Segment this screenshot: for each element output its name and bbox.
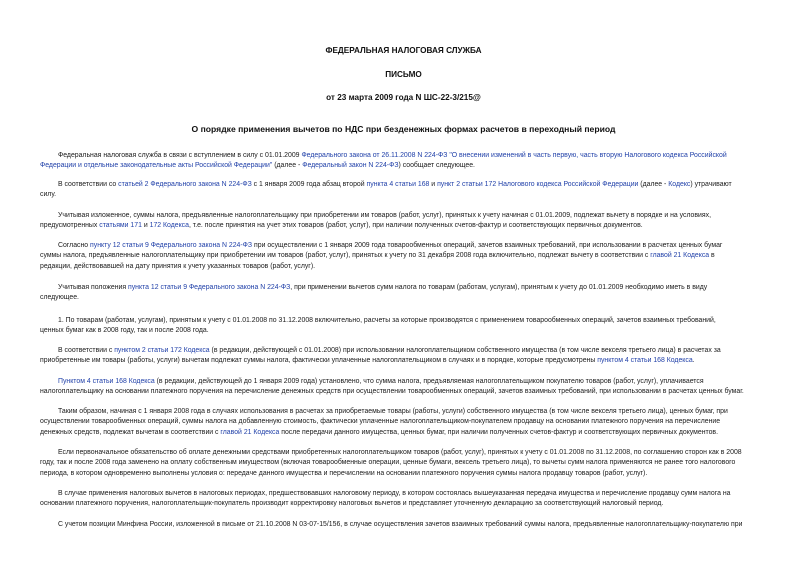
paragraph-text: налогоплательщику на основании платежного поручения на перечисление денежных средств при осуществлении товарообменных операций, зачетов взаимных требований, при использовании в расчетах ценных бумаг. [40,388,744,396]
paragraph-line [40,448,766,458]
paragraph-line [40,326,766,336]
paragraph-text: с 1 января 2009 года абзац второй [251,181,367,188]
paragraph-line [40,520,766,530]
paragraph-11 [40,489,766,510]
paragraph-line [40,377,766,387]
paragraph-line [40,251,766,261]
legal-reference-link[interactable]: статьями 171 [99,222,142,230]
legal-reference-link[interactable]: Федерации и отдельные законодательные акты Российской Федерации" [40,162,273,170]
paragraph-text: Учитывая положения [58,284,128,291]
legal-reference-link[interactable]: пункту 12 статьи 9 Федерального закона N 224-ФЗ [90,242,253,249]
paragraph-text: (далее - [272,162,303,170]
legal-reference-link[interactable]: пункта 12 статьи 9 Федерального закона N 224-ФЗ [128,284,291,291]
legal-reference-link[interactable]: статьей 2 Федерального закона N 224-ФЗ [118,181,252,188]
paragraph-line [40,458,766,468]
paragraph-text: (далее - [638,181,669,188]
paragraph-line [40,190,766,200]
paragraph-line [40,262,766,272]
paragraph-line [40,489,766,499]
paragraph-text: и [141,222,150,230]
paragraph-text: Федеральная налоговая служба в связи с вступлением в силу с 01.01.2009 [58,152,302,159]
paragraph-line [40,316,766,326]
legal-reference-link[interactable]: главой 21 Кодекса [220,428,280,436]
paragraph-text: , при применении вычетов сумм налога по товарам (работам, услугам), принятым к учету до 01.01.2009 необходимо иметь в виду [290,284,708,291]
paragraph-text: редакции, действовавшей на дату принятия к учету указанных товаров (работ, услуг). [40,262,316,270]
paragraph-text: периода, в котором одновременно выполнены условия о: передаче данного имущества и перечислении на основании платежного поручения суммы налога продавцу товаров (работ, услуг). [40,469,648,477]
paragraph-line [40,151,766,161]
paragraph-text: (в редакции, действующей с 01.01.2008) при использовании налогоплательщиком собственного имущества (в том числе векселя третьего лица) в расчетах за [209,347,721,354]
legal-reference-link[interactable]: главой 21 Кодекса [650,252,710,260]
paragraph-line [40,356,766,366]
paragraph-text: денежных средств, подлежат вычетам в соответствии с [40,428,221,436]
paragraph-text: году, так и после 2008 года заменено на оплату собственным имуществом (включая товарообменные операции, ценные бумаги, вексель третьего лица), то вычеты сумм налога применяются не ранее того налогового [40,459,736,467]
paragraph-text: ) утрачивают [690,181,732,188]
document-title: О порядке применения вычетов по НДС при безденежных формах расчетов в переходный период [191,124,616,134]
paragraph-2 [40,180,766,201]
paragraph-line [40,283,766,293]
paragraph-text: при осуществлении с 1 января 2009 года товарообменных операций, зачетов взаимных требований, при использовании в расчетах ценных бумаг [252,242,723,249]
paragraph-1 [40,151,766,172]
paragraph-text: Если первоначальное обязательство об оплате денежными средствами приобретенных налогоплательщиком товаров (работ, услуг), принятых к учету с 01.01.2008 по 31.12.2008, по соглашению сторон как в 2008 [58,449,742,456]
paragraph-9 [40,407,766,438]
paragraph-line [40,221,766,231]
paragraph-line [40,180,766,190]
paragraph-text: С учетом позиции Минфина России, изложенной в письме от 21.10.2008 N 03-07-15/156, в случае осуществления зачетов взаимных требований суммы налога, предъявленные налогоплательщику-покупателю при [58,521,743,528]
legal-reference-link[interactable]: Федеральный закон N 224-ФЗ [302,162,399,170]
paragraph-text: приобретенные им товары (работы, услуги) вычетам подлежат суммы налога, фактически уплаченные налогоплательщиком в случаях и в порядке, которые предусмотрены [40,357,598,365]
paragraph-text: В соответствии с [58,347,115,354]
paragraph-3 [40,211,766,232]
paragraph-line [40,387,766,397]
paragraph-text: (в редакции, действующей до 1 января 2009 года) установлено, что сумма налога, предъявляемая налогоплательщиком покупателю товаров (работ, услуг), уплачивается [154,378,704,385]
paragraph-text: суммы налога, предъявленные налогоплательщику при приобретении им товаров (работ, услуг), принятых к учету по 31 декабря 2008 года включительно, подлежат вычету в соответствии с [40,252,651,260]
paragraph-line [40,241,766,251]
paragraph-line [40,469,766,479]
paragraph-5 [40,283,766,304]
paragraph-text: . [692,357,695,365]
legal-reference-link[interactable]: пункта 4 статьи 168 [366,181,430,188]
legal-reference-link[interactable]: 172 Кодекса [149,222,189,230]
agency-name: ФЕДЕРАЛЬНАЯ НАЛОГОВАЯ СЛУЖБА [325,46,482,55]
paragraph-6 [40,316,766,337]
paragraph-text: 1. По товарам (работам, услугам), принятым к учету с 01.01.2008 по 31.12.2008 включительно, расчеты за которые производятся с применением товарообменных операций, зачетов взаимных требований, [58,317,716,324]
legal-reference-link[interactable]: пунктом 2 статьи 172 Кодекса [114,347,210,354]
paragraph-text: предусмотренных [40,222,100,230]
paragraph-line [40,499,766,509]
paragraph-12 [40,520,766,530]
paragraph-text: В соответствии со [58,181,119,188]
document-date-number: от 23 марта 2009 года N ШС-22-3/215@ [326,93,481,102]
paragraph-text: ценных бумаг как в 2008 году, так и после 2008 года. [40,327,209,335]
legal-reference-link[interactable]: Федерального закона от 26.11.2008 N 224-ФЗ "О внесении изменений в часть первую, часть вторую Налогового кодекса Российской [301,152,727,159]
paragraph-line [40,211,766,221]
legal-reference-link[interactable]: пунктом 4 статьи 168 Кодекса [597,357,693,365]
paragraph-text: Согласно [58,242,91,249]
paragraph-line [40,407,766,417]
paragraph-line [40,417,766,427]
paragraph-8 [40,377,766,398]
paragraph-4 [40,241,766,272]
paragraph-text: силу. [40,191,56,199]
paragraph-text: в [709,252,715,260]
paragraph-text: и [429,181,438,188]
paragraph-text: , т.е. после принятия на учет этих товаров (работ, услуг), при наличии полученных счетов-фактур и соответствующих первичных документов. [188,222,643,230]
paragraph-line [40,346,766,356]
paragraph-line [40,293,766,303]
paragraph-text: Таким образом, начиная с 1 января 2008 года в случаях использования в расчетах за приобретаемые товары (работы, услуги) собственного имущества (в том числе векселя третьего лица), ценных бумаг, при [58,408,728,415]
paragraph-text: следующее. [40,294,79,302]
paragraph-text: после передачи данного имущества, ценных бумаг, при наличии полученных счетов-фактур и соответствующих первичных документов. [279,428,719,436]
paragraph-text: Учитывая изложенное, суммы налога, предъявленные налогоплательщику при приобретении им товаров (работ, услуг), принятых к учету начиная с 01.01.2009, подлежат вычету в порядке и на условиях, [58,212,711,219]
legal-reference-link[interactable]: Кодекс [668,181,691,188]
document-type: ПИСЬМО [385,70,422,79]
paragraph-line [40,428,766,438]
paragraph-10 [40,448,766,479]
legal-reference-link[interactable]: Пунктом 4 статьи 168 Кодекса [58,378,155,385]
legal-reference-link[interactable]: пункт 2 статьи 172 Налогового кодекса Российской Федерации [437,181,639,188]
paragraph-text: В случае применения налоговых вычетов в налоговых периодах, предшествовавших налоговому периоду, в котором состоялась вышеуказанная передача имущества и перечисление продавцу сумм налога на [58,490,731,497]
paragraph-7 [40,346,766,367]
paragraph-text: осуществлении товарообменных операций, суммы налога на добавленную стоимость, фактически уплаченные налогоплательщиком-покупателем продавцу на основании платежного поручения на перечисление [40,418,721,426]
paragraph-text: основании платежного поручения, налогоплательщик-покупатель производит корректировку налоговых вычетов и представляет уточненную декларацию за соответствующий налоговый период. [40,500,664,508]
paragraph-line [40,161,766,171]
paragraph-text: ) сообщает следующее. [398,162,475,170]
